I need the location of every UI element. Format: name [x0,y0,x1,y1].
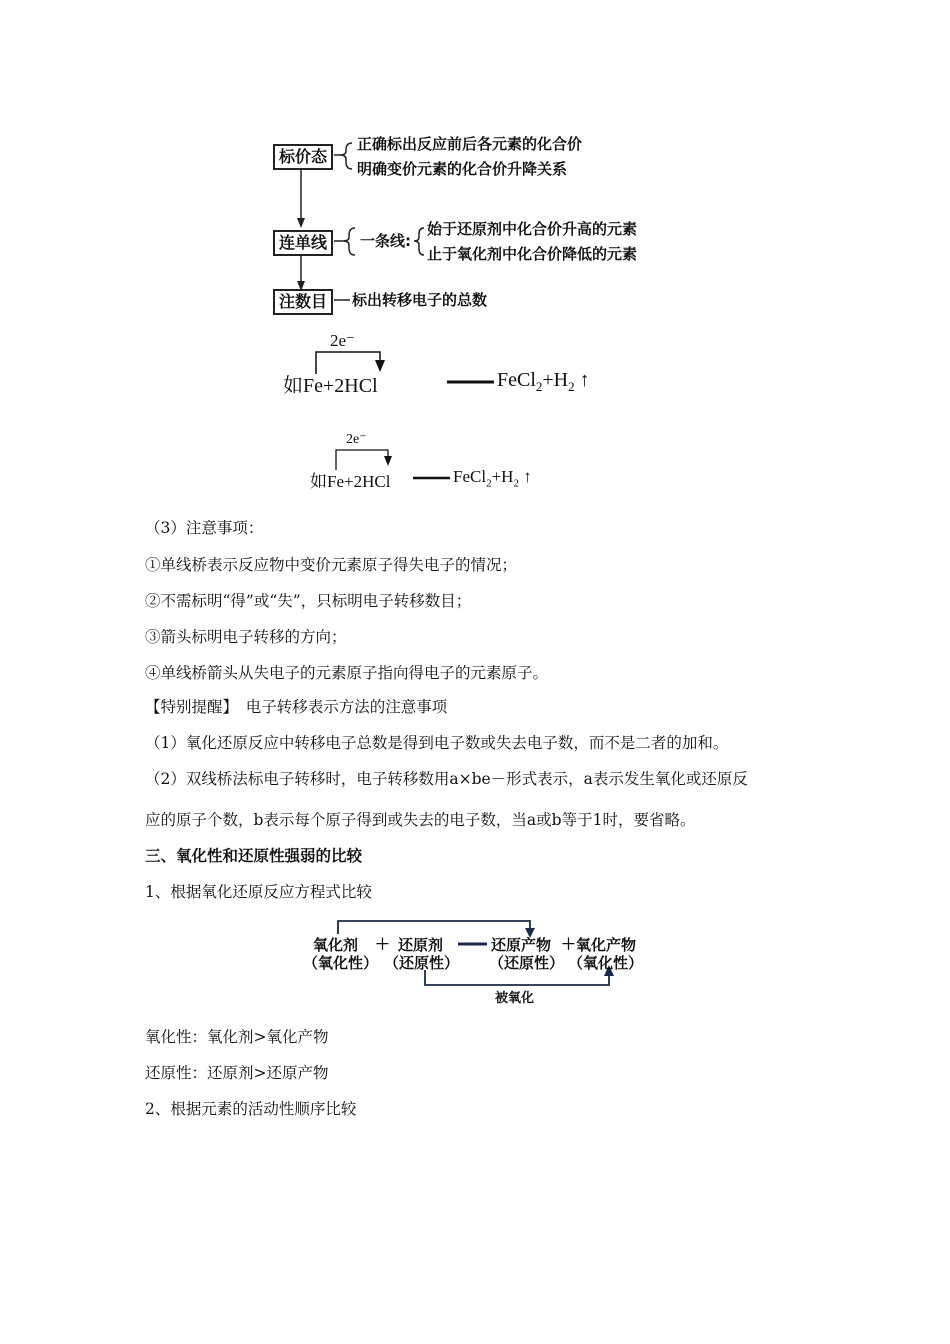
equation-2-rhs-plus: +H [491,467,514,486]
diagram-plus-2: ＋ [561,935,577,953]
equation-1-rhs-main: FeCl [497,369,536,391]
notes-heading: （3）注意事项： [145,519,264,537]
equation-2-rhs-main: FeCl [453,467,487,486]
equation-2-prefix: 如 [310,472,327,492]
equation-1-rhs-plus: +H [542,369,569,391]
flow-step2-label: 连单线 [279,233,328,252]
diagram-oxidized-product-prop: （氧化性） [568,954,644,972]
notes-item-1: ①单线桥表示反应物中变价元素原子得失电子的情况； [145,556,518,574]
flow-step1-label: 标价态 [279,147,328,166]
section3-sub2: 2、根据元素的活动性顺序比较 [145,1100,357,1118]
gas-arrow-icon: ↑ [579,369,590,391]
section3-heading: 三、氧化性和还原性强弱的比较 [145,847,363,865]
equation-1-rhs-sub2: 2 [568,379,575,394]
reminder-item-1: （1）氧化还原反应中转移电子总数是得到电子数或失去电子数，而不是二者的加和。 [145,734,729,752]
equation-1-prefix: 如 [283,373,303,397]
flow-step1-note1: 正确标出反应前后各元素的化合价 [357,135,583,153]
reminder-title: 【特别提醒】 电子转移表示方法的注意事项 [145,698,448,716]
flow-step2-note2: 止于氧化剂中化合价降低的元素 [427,245,638,263]
diagram-reductant: 还原剂 [398,936,444,954]
notes-item-3: ③箭头标明电子转移的方向； [145,628,347,646]
diagram-reductant-prop: （还原性） [384,954,460,972]
flow-step3-label: 注数目 [279,292,328,311]
diagram-reduced-product-prop: （还原性） [489,954,565,972]
equation-1-lhs: Fe+2HCl [303,375,378,397]
diagram-plus-1: ＋ [375,935,391,953]
diagram-oxidized-product: 氧化产物 [576,936,637,954]
flow-step2-note1: 始于还原剂中化合价升高的元素 [427,220,638,238]
electron-count-1: 2e⁻ [330,331,356,350]
notes-item-4: ④单线桥箭头从失电子的元素原子指向得电子的元素原子。 [145,664,549,682]
diagram-oxidant-prop: （氧化性） [303,954,379,972]
section3-rule-2: 还原性：还原剂>还原产物 [145,1064,329,1082]
equation-2-lhs: Fe+2HCl [327,472,391,491]
equation-2-rhs-sub: 2 [486,477,492,490]
diagram-bottom-label: 被氧化 [495,991,535,1006]
electron-count-2: 2e⁻ [346,432,367,447]
equation-2-rhs-sub2: 2 [513,477,519,490]
reminder-item-2-line-2: 应的原子个数，b表示每个原子得到或失去的电子数，当a或b等于1时，要省略。 [145,811,696,829]
section3-rule-1: 氧化性：氧化剂>氧化产物 [145,1028,329,1046]
flow-step3-note: 标出转移电子的总数 [352,291,488,309]
notes-item-2: ②不需标明“得”或“失”，只标明电子转移数目； [145,592,472,610]
section3-sub1: 1、根据氧化还原反应方程式比较 [145,883,372,901]
diagram-reduced-product: 还原产物 [491,936,552,954]
equation-1-rhs-sub: 2 [535,379,543,394]
flow-step2-prefix: 一条线: [360,232,411,250]
flow-step1-note2: 明确变价元素的化合价升降关系 [357,160,568,178]
gas-arrow-icon-2: ↑ [523,467,532,486]
reminder-item-2-line-1: （2）双线桥法标电子转移时，电子转移数用a×be－形式表示，a表示发生氧化或还原反 [145,770,748,788]
diagram-oxidant: 氧化剂 [313,936,359,954]
